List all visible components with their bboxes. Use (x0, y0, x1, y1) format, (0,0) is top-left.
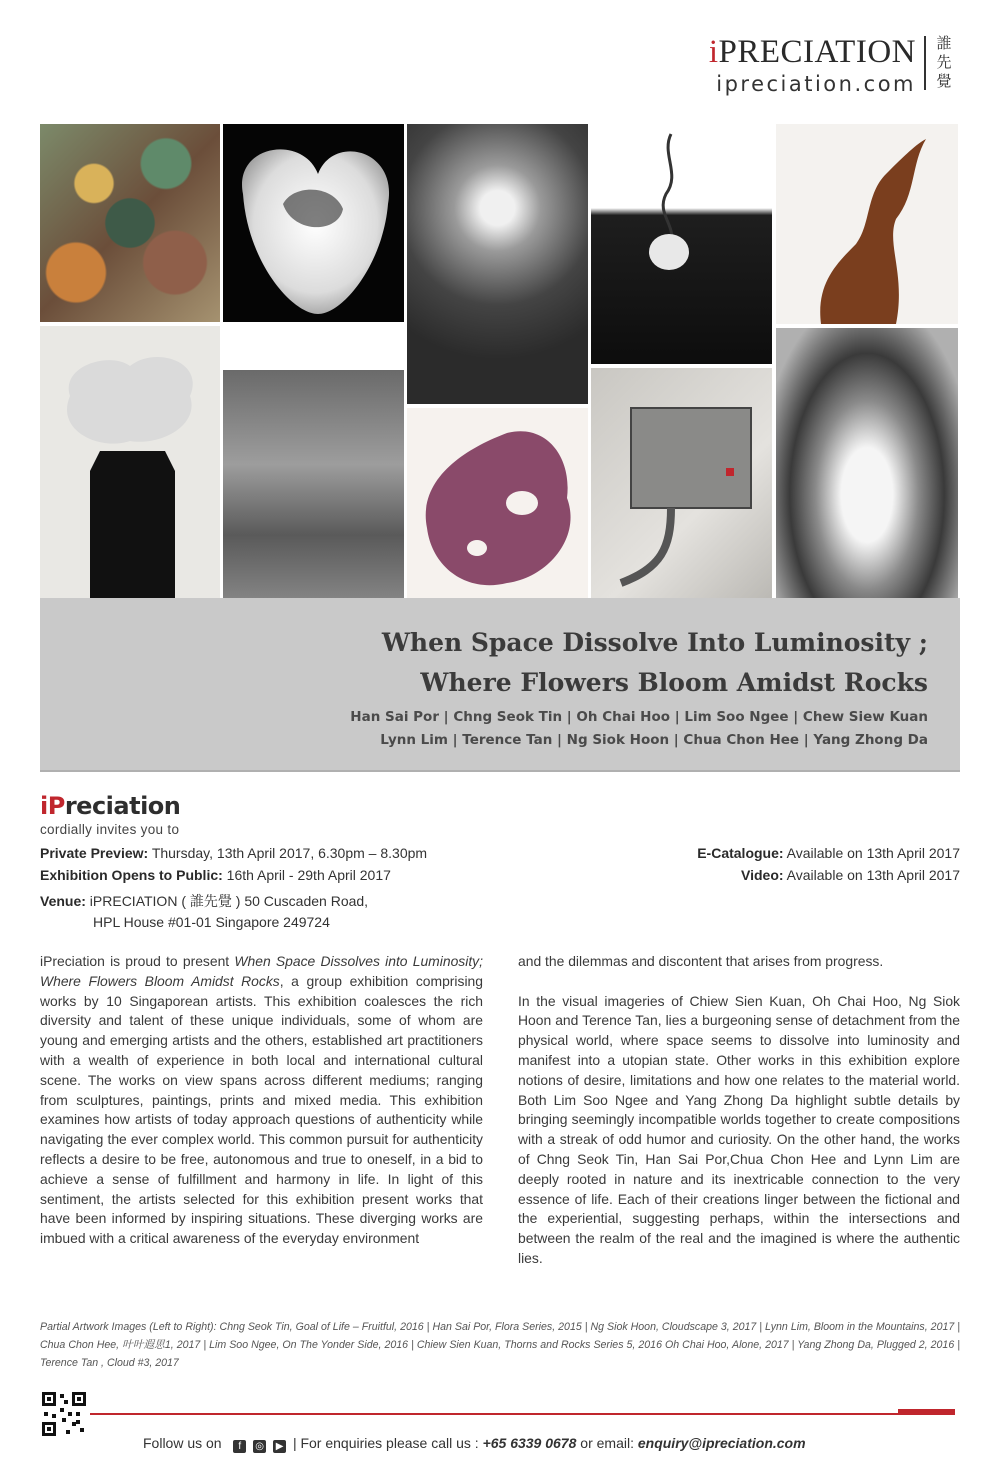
body-right-paragraph-1: and the dilemmas and discontent that arises from progress. (518, 953, 884, 969)
footer-divider (90, 1413, 955, 1415)
invite-tagline: cordially invites you to (40, 822, 180, 837)
body-right-column (518, 952, 960, 1269)
venue (40, 891, 368, 911)
exhibition-title-italic: When Space Dissolves into Luminosity; Where Flowers Bloom Amidst Rocks (40, 953, 483, 989)
video-value: Available on 13th April 2017 (786, 867, 960, 883)
footer-divider-accent (898, 1409, 955, 1415)
logo-url: ipreciation.com (716, 72, 916, 96)
video-label: Video: (741, 867, 784, 883)
video (741, 867, 960, 883)
exhibition-title-line-1: When Space Dissolve Into Luminosity ; (381, 628, 928, 657)
email-link[interactable]: enquiry@ipreciation.com (637, 1435, 806, 1451)
exhibition-opens (40, 867, 391, 883)
exhibition-opens-label: Exhibition Opens to Public: (40, 867, 223, 883)
artwork-image-thorns-and-rocks (776, 124, 958, 324)
artwork-image-flora-series (223, 124, 404, 322)
private-preview (40, 845, 427, 861)
artwork-image-cloud-3 (776, 328, 958, 606)
artists-line-1: Han Sai Por | Chng Seok Tin | Oh Chai Hoo | Lim Soo Ngee | Chew Siew Kuan (350, 709, 928, 725)
footer (143, 1435, 806, 1453)
artists-line-2: Lynn Lim | Terence Tan | Ng Siok Hoon | Chua Chon Hee | Yang Zhong Da (380, 732, 928, 748)
exhibition-title-line-2: Where Flowers Bloom Amidst Rocks (420, 668, 928, 697)
e-catalogue-value: Available on 13th April 2017 (786, 845, 960, 861)
exhibition-opens-value: 16th April - 29th April 2017 (226, 867, 391, 883)
artwork-image-goal-of-life (40, 124, 220, 322)
body-right-paragraph-2: In the visual imageries of Chiew Sien Kuan, Oh Chai Hoo, Ng Siok Hoon and Terence Tan, lies a burgeoning sense of detachment from the physical world, where space seems to dissolve into luminosity and manifest into a utopian state. Other works in this exhibition explore notions of desire, limitations and how one relates to the material world. Both Lim Soo Ngee and Yang Zhong Da highlight subtle details by bringing seemingly incompatible worlds together to create compositions with a streak of odd humor and curiosity. On the other hand, the works of Chng Seok Tin, Han Sai Por,Chua Chon Hee and Lynn Lim are deeply rooted in nature and its inextricable connection to the very essence of life. Each of their creations linger between the fictional and the experiential, suggesting perhaps, within the intersections and between the realm of the real and the imagined is where the authentic lies. (518, 992, 960, 1266)
youtube-icon[interactable]: ▶ (273, 1440, 286, 1453)
artwork-collage (0, 0, 1000, 600)
body-left-paragraph: iPreciation is proud to present When Space Dissolves into Luminosity; Where Flowers Bloom Amidst Rocks, a group exhibition comprising works by 10 Singaporean artists. This exhibition coalesces the rich diversity and talent of these unique individuals, some of whom are young and emerging artists and the others, established art practitioners with a wealth of experience in both local and international cultural scene. The works on view spans across different mediums; ranging from sculptures, paintings, prints and mixed media. This exhibition examines how artists of today approach questions of authenticity while navigating the ever complex world. This common pursuit for authenticity reflects a desire to be free, autonomous and true to oneself, in a bid to achieve a sense of fulfillment and harmony in life. In light of this sentiment, the artists selected for this exhibition present works that have been informed by inspiring situations. These diverging works are imbued with a critical awareness of the everyday environment (40, 953, 483, 1247)
facebook-icon[interactable]: f (233, 1440, 246, 1453)
venue-label: Venue: (40, 893, 86, 909)
or-email-label: or email: (580, 1435, 634, 1451)
ipreciation-brand: iPreciation (40, 792, 181, 820)
e-catalogue-label: E-Catalogue: (697, 845, 784, 861)
artwork-image-bloom-in-the-mountains (591, 124, 772, 364)
artwork-image-goal-of-life-sculpture (40, 326, 220, 606)
private-preview-label: Private Preview: (40, 845, 149, 861)
artwork-image-plugged (591, 368, 772, 606)
enquiries-label: | For enquiries please call us : (292, 1435, 479, 1451)
venue-line-1: iPRECIATION ( 誰先覺 ) 50 Cuscaden Road, (89, 893, 369, 909)
body-left-column (40, 952, 483, 1249)
phone-number[interactable]: +65 6339 0678 (482, 1435, 577, 1451)
logo-chinese-name: 誰先覺 (936, 34, 952, 90)
e-catalogue (697, 845, 960, 861)
artwork-credits: Partial Artwork Images (Left to Right): Chng Seok Tin, Goal of Life – Fruitful, 2016 | Han Sai Por, Flora Series, 2015 | Ng Siok Hoon, Cloudscape 3, 2017 | Lynn Lim, Bloom in the Mountains, 2017 | Chua Chon Hee, 叶叶遐思1, 2017 | Lim Soo Ngee, On The Yonder Side, 2016 | Chiew Sien Kuan, Thorns and Rocks Series 5, 2016 Oh Chai Hoo, Alone, 2017 | Yang Zhong Da, Plugged 2, 2016 | Terence Tan , Cloud #3, 2017 (40, 1321, 960, 1369)
qr-code-icon[interactable] (40, 1390, 88, 1438)
logo-wordmark: iPRECIATION (708, 34, 916, 70)
follow-us-label: Follow us on (143, 1435, 222, 1451)
artwork-image-rock-sculpture (407, 408, 588, 606)
artwork-image-alone (223, 370, 404, 606)
exhibition-title-band (40, 598, 960, 770)
private-preview-value: Thursday, 13th April 2017, 6.30pm – 8.30pm (151, 845, 428, 861)
instagram-icon[interactable]: ◎ (253, 1440, 266, 1453)
artwork-image-cloudscape-flower (407, 124, 588, 404)
venue-line-2: HPL House #01-01 Singapore 249724 (93, 914, 330, 930)
